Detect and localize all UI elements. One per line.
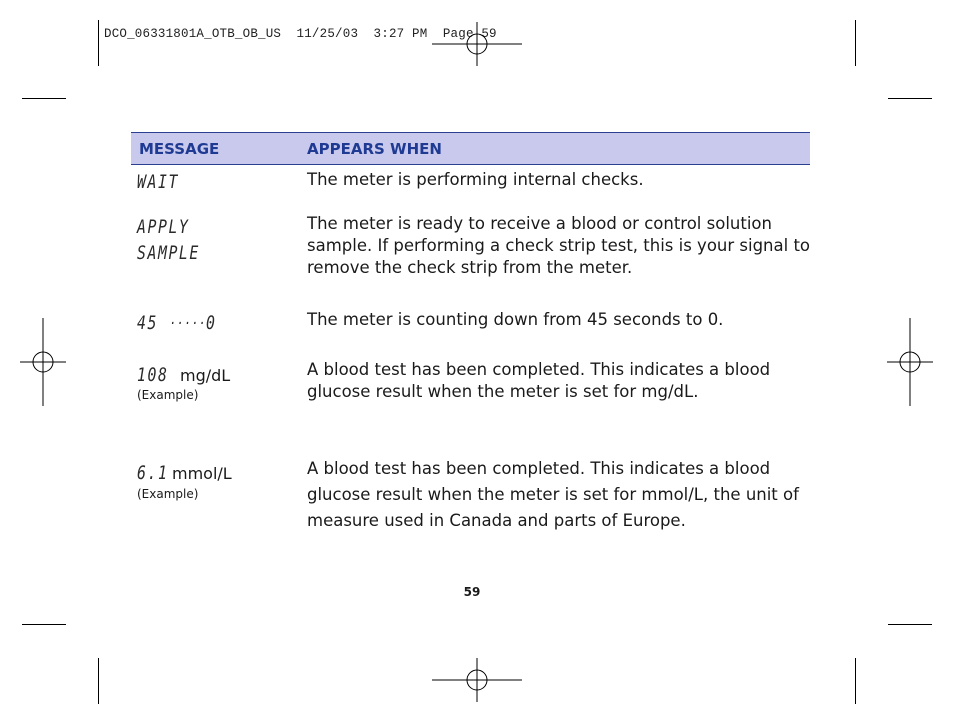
row-description: The meter is ready to receive a blood or control solution sample. If performing a check strip test, this is your signal to remove the check strip from the meter. bbox=[307, 214, 811, 277]
table-header bbox=[131, 132, 810, 165]
page-number: 59 bbox=[463, 585, 481, 599]
crop-mark bbox=[22, 98, 66, 99]
lcd-message-countdown-dots: ..... bbox=[170, 312, 207, 328]
unit-label: mmol/L bbox=[172, 464, 232, 483]
crop-mark bbox=[888, 624, 932, 625]
crop-mark bbox=[855, 20, 856, 66]
row-description: A blood test has been completed. This indicates a blood glucose result when the meter is set for mmol/L, the unit of measure used in Canada and parts of Europe. bbox=[307, 459, 799, 530]
registration-mark-icon bbox=[432, 22, 522, 66]
row-description: The meter is performing internal checks. bbox=[307, 170, 644, 189]
lcd-message-sample: SAMPLE bbox=[137, 242, 200, 264]
registration-mark-icon bbox=[20, 318, 66, 406]
lcd-message-countdown-end: 0 bbox=[206, 312, 217, 334]
registration-mark-icon bbox=[887, 318, 933, 406]
crop-mark bbox=[855, 658, 856, 704]
lcd-message-result-mgdl: 108 bbox=[137, 364, 169, 386]
registration-mark-icon bbox=[432, 658, 522, 702]
print-slug-line: DCO_06331801A_OTB_OB_US 11/25/03 3:27 PM Page 59 bbox=[104, 27, 497, 41]
crop-mark bbox=[22, 624, 66, 625]
row-description: A blood test has been completed. This indicates a blood glucose result when the meter is set for mg/dL. bbox=[307, 360, 771, 401]
row-description: The meter is counting down from 45 seconds to 0. bbox=[307, 310, 724, 329]
example-note: (Example) bbox=[137, 487, 199, 501]
lcd-message-apply: APPLY bbox=[137, 216, 190, 238]
column-header-appears-when: APPEARS WHEN bbox=[307, 140, 442, 158]
crop-mark bbox=[888, 98, 932, 99]
lcd-message-countdown-start: 45 bbox=[137, 312, 158, 334]
crop-mark bbox=[98, 20, 99, 66]
unit-label: mg/dL bbox=[180, 366, 231, 385]
crop-mark bbox=[98, 658, 99, 704]
column-header-message: MESSAGE bbox=[139, 140, 220, 158]
lcd-message-result-mmol: 6.1 bbox=[137, 462, 169, 484]
lcd-message-wait: WAIT bbox=[137, 171, 179, 193]
example-note: (Example) bbox=[137, 388, 199, 402]
